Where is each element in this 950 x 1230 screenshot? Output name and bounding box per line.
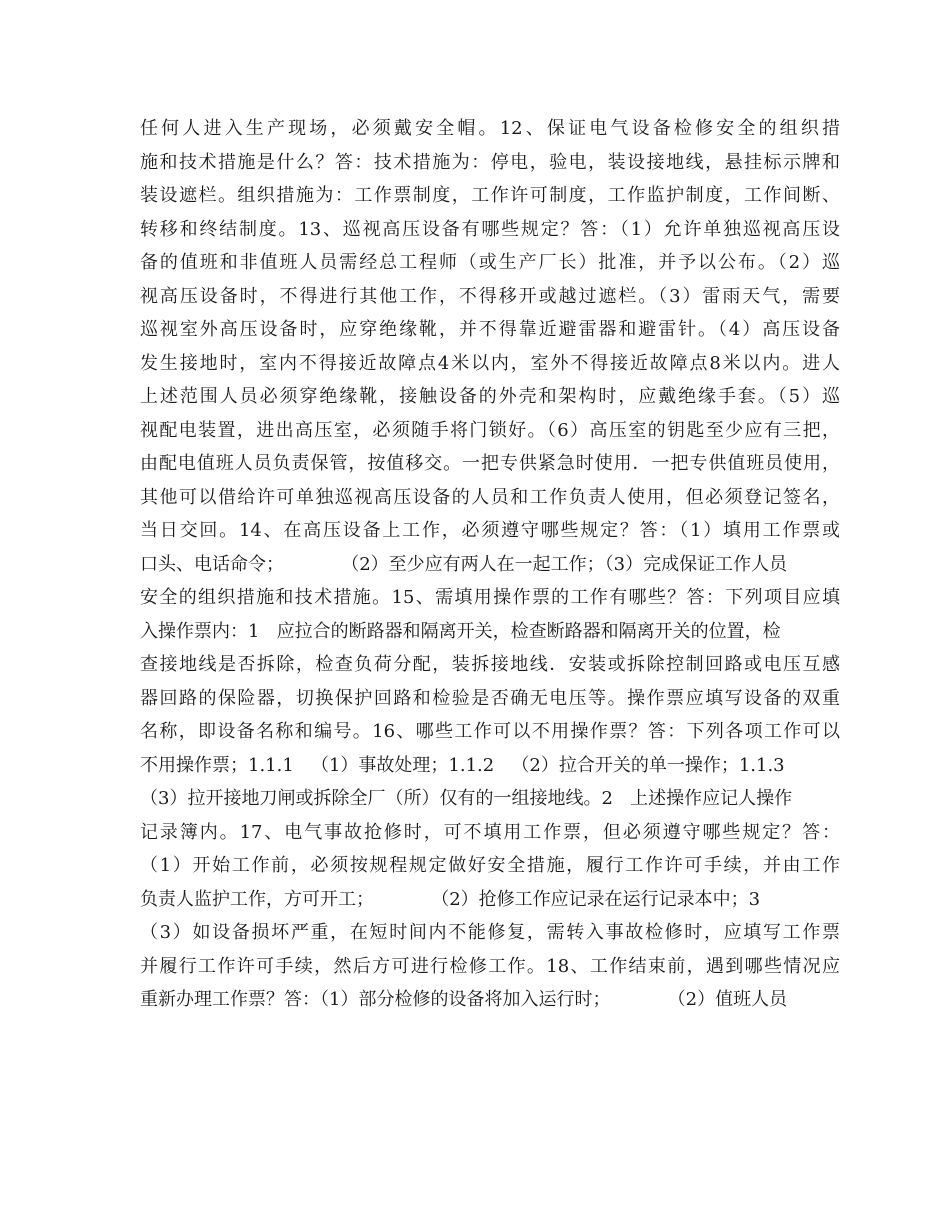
text-line: 视配电装置，进出高压室，必须随手将门锁好。（6）高压室的钥匙至少应有三把， — [140, 419, 840, 441]
text-line: 转移和终结制度。13、巡视高压设备有哪些规定？答：（1）允许单独巡视高压设 — [140, 218, 840, 240]
body-text — [140, 112, 840, 1017]
text-line: 负责人监护工作，方可开工； （2）抢修工作应记录在运行记录本中；3 — [140, 888, 761, 910]
text-line: 施和技术措施是什么？答：技术措施为：停电，验电，装设接地线，悬挂标示牌和 — [140, 151, 840, 173]
text-line: 并履行工作许可手续，然后方可进行检修工作。18、工作结束前，遇到哪些情况应 — [140, 955, 840, 977]
text-line: 备的值班和非值班人员需经总工程师（或生产厂长）批准，并予以公布。（2）巡 — [140, 252, 840, 273]
text-line: （1）开始工作前，必须按规程规定做好安全措施，履行工作许可手续，并由工作 — [140, 855, 840, 876]
text-line: 发生接地时，室内不得接近故障点4米以内，室外不得接近故障点8米以内。进人 — [140, 352, 840, 374]
text-line: 查接地线是否拆除，检查负荷分配，装拆接地线．安装或拆除控制回路或电压互感 — [140, 654, 840, 675]
text-line: 名称，即设备名称和编号。16、哪些工作可以不用操作票？答：下列各项工作可以 — [140, 721, 840, 742]
text-line: 任何人进入生产现场，必须戴安全帽。12、保证电气设备检修安全的组织措 — [140, 118, 840, 139]
text-line: 记录簿内。17、电气事故抢修时，可不填用工作票，但必须遵守哪些规定？答： — [140, 821, 840, 843]
text-line: 口头、电话命令； （2）至少应有两人在一起工作；（3）完成保证工作人员 — [140, 553, 788, 575]
text-line: 不用操作票；1.1.1 （1）事故处理；1.1.2 （2）拉合开关的单一操作；1.1.3 — [140, 754, 785, 776]
text-line: 由配电值班人员负责保管，按值移交。一把专供紧急时使用．一把专供值班员使用， — [140, 453, 840, 474]
text-line: （3）如设备损坏严重，在短时间内不能修复，需转入事故检修时，应填写工作票 — [140, 922, 840, 943]
text-line: 当日交回。14、在高压设备上工作，必须遵守哪些规定？答：（1）填用工作票或 — [140, 520, 840, 541]
text-line: 入操作票内：1 应拉合的断路器和隔离开关，检查断路器和隔离开关的位置，检 — [140, 620, 781, 642]
text-line: 器回路的保险器，切换保护回路和检验是否确无电压等。操作票应填写设备的双重 — [140, 687, 840, 709]
text-line: （3）拉开接地刀闸或拆除全厂（所）仅有的一组接地线。2 上述操作应记人操作 — [140, 788, 793, 809]
text-line: 重新办理工作票？答：（1）部分检修的设备将加入运行时； （2）值班人员 — [140, 989, 788, 1010]
text-line: 上述范围人员必须穿绝缘靴，接触设备的外壳和架构时，应戴绝缘手套。（5）巡 — [140, 386, 840, 407]
text-line: 装设遮栏。组织措施为：工作票制度，工作许可制度，工作监护制度，工作间断、 — [140, 185, 840, 206]
text-line: 巡视室外高压设备时，应穿绝缘靴，并不得靠近避雷器和避雷针。（4）高压设备 — [140, 319, 840, 340]
text-line: 视高压设备时，不得进行其他工作，不得移开或越过遮栏。（3）雷雨天气，需要 — [140, 285, 840, 307]
text-line: 其他可以借给许可单独巡视高压设备的人员和工作负责人使用，但必须登记签名， — [140, 486, 840, 508]
text-line: 安全的组织措施和技术措施。15、需填用操作票的工作有哪些？答：下列项目应填 — [140, 587, 840, 608]
